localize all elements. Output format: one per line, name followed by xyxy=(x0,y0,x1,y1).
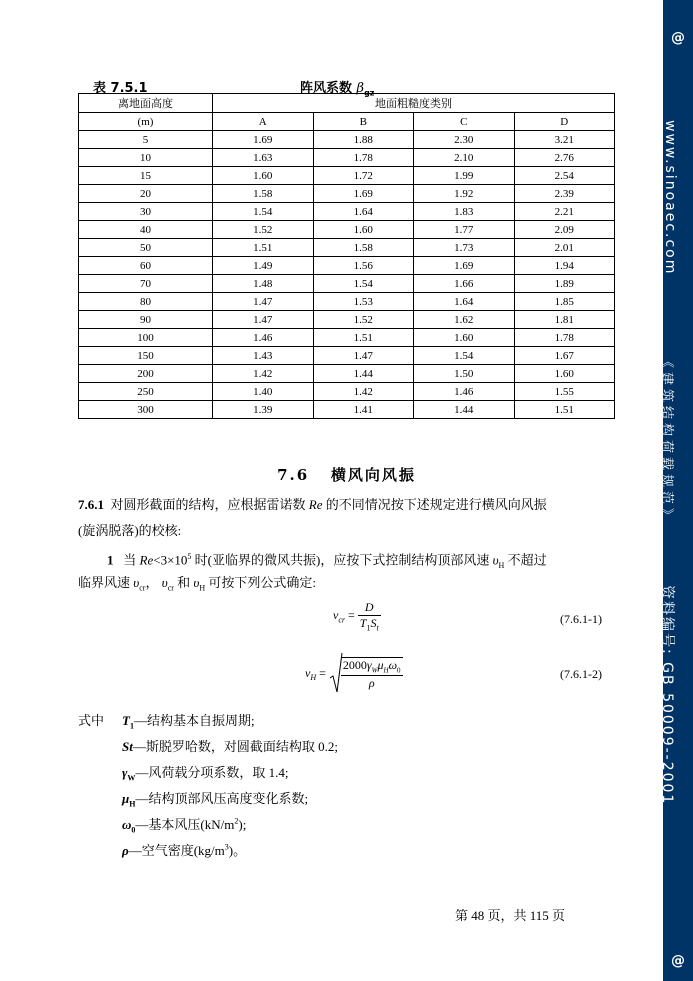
page-footer: 第 48 页，共 115 页 xyxy=(455,908,566,923)
definition-item xyxy=(122,710,255,731)
def-symbol: ρ xyxy=(122,843,129,858)
gust-factor-cell: 1.51 xyxy=(313,329,414,347)
section-heading: 横风向风振 xyxy=(330,466,416,484)
item-text: 当 xyxy=(123,552,140,568)
def-symbol: T xyxy=(122,713,130,728)
clause-number: 7.6.1 xyxy=(78,497,104,512)
item-text: 不超过 xyxy=(504,552,547,568)
equation-number: (7.6.1-1) xyxy=(560,612,602,626)
height-cell: 80 xyxy=(79,293,213,311)
gust-factor-cell: 1.72 xyxy=(313,167,414,185)
height-cell: 250 xyxy=(79,383,213,401)
gust-factor-cell: 1.58 xyxy=(213,185,314,203)
gust-factor-cell: 1.47 xyxy=(213,293,314,311)
exponent: 5 xyxy=(187,552,192,561)
gust-factor-cell: 1.60 xyxy=(213,167,314,185)
def-symbol: St xyxy=(122,739,133,754)
re-symbol: Re xyxy=(139,552,154,568)
height-cell: 70 xyxy=(79,275,213,293)
table-row xyxy=(79,275,615,293)
den-s-sub: t xyxy=(376,623,379,633)
vh-sub: H xyxy=(498,560,505,570)
item-text: 临界风速 xyxy=(78,575,134,590)
table-row xyxy=(79,347,615,365)
gust-factor-cell: 1.39 xyxy=(213,401,314,419)
gust-factor-cell: 2.21 xyxy=(514,203,615,221)
column-header: B xyxy=(313,113,414,131)
height-cell: 60 xyxy=(79,257,213,275)
height-cell: 90 xyxy=(79,311,213,329)
table-number: 表 7.5.1 xyxy=(93,81,148,96)
gust-factor-cell: 1.85 xyxy=(514,293,615,311)
gust-factor-cell: 1.60 xyxy=(514,365,615,383)
vh-sub: H xyxy=(199,583,206,593)
gust-factor-cell: 1.78 xyxy=(313,149,414,167)
formula-lhs: v xyxy=(333,607,339,622)
def-text: —结构基本自振周期; xyxy=(133,713,255,728)
gust-factor-cell: 1.58 xyxy=(313,239,414,257)
height-header-label: 离地面高度 xyxy=(118,98,173,110)
item-number: 1 xyxy=(107,552,114,568)
item-text: ， xyxy=(145,575,162,590)
gust-factor-cell: 1.43 xyxy=(213,347,314,365)
gust-factor-cell: 1.69 xyxy=(414,257,515,275)
right-sidebar xyxy=(659,0,693,981)
def-symbol: γ xyxy=(122,765,128,780)
gust-factor-cell: 1.52 xyxy=(213,221,314,239)
def-text: —基本风压(kN/m xyxy=(135,817,235,832)
gust-factor-cell: 1.67 xyxy=(514,347,615,365)
formula-fraction xyxy=(341,657,403,690)
gust-factor-cell: 1.73 xyxy=(414,239,515,257)
num-mu-sub: H xyxy=(383,666,389,675)
height-cell: 100 xyxy=(79,329,213,347)
def-sub: 0 xyxy=(131,825,136,835)
gust-factor-cell: 1.89 xyxy=(514,275,615,293)
gust-factor-cell: 1.54 xyxy=(414,347,515,365)
definition-item xyxy=(122,762,289,783)
gust-factor-cell: 1.51 xyxy=(213,239,314,257)
num-omega: ω xyxy=(388,658,398,673)
table-title-symbol-sub: gz xyxy=(364,88,375,98)
vh-symbol: υ xyxy=(492,552,499,568)
gust-factor-cell: 1.83 xyxy=(414,203,515,221)
num-mu: μ xyxy=(377,658,384,673)
gust-factor-cell: 1.60 xyxy=(313,221,414,239)
num-omega-sub: 0 xyxy=(397,666,401,675)
gust-factor-cell: 1.63 xyxy=(213,149,314,167)
gust-factor-cell: 1.94 xyxy=(514,257,615,275)
re-symbol: Re xyxy=(308,497,323,512)
definition-item xyxy=(122,736,338,755)
formula-denominator xyxy=(358,616,381,632)
sidebar-website: www.sinoaec.com xyxy=(662,120,678,276)
definition-item xyxy=(122,840,246,859)
gust-factor-cell: 1.64 xyxy=(313,203,414,221)
clause-text: 对圆形截面的结构，应根据雷诺数 xyxy=(110,497,309,512)
table-row xyxy=(79,239,615,257)
height-cell: 30 xyxy=(79,203,213,221)
def-text: —斯脱罗哈数，对圆截面结构取 0.2; xyxy=(132,739,338,754)
item-text: 和 xyxy=(173,575,194,590)
gust-factor-cell: 1.69 xyxy=(213,131,314,149)
formula-denominator: ρ xyxy=(368,675,375,690)
formula-lhs: v xyxy=(305,665,311,680)
vcr-sub: cr xyxy=(139,583,146,593)
def-text: —空气密度(kg/m xyxy=(128,843,225,858)
height-header xyxy=(79,94,213,113)
column-header: C xyxy=(414,113,515,131)
height-cell: 5 xyxy=(79,131,213,149)
height-cell: 15 xyxy=(79,167,213,185)
table-row xyxy=(79,329,615,347)
table-title-symbol: β xyxy=(356,81,365,96)
gust-factor-cell: 1.56 xyxy=(313,257,414,275)
gust-factor-cell: 1.46 xyxy=(414,383,515,401)
gust-factor-cell: 1.64 xyxy=(414,293,515,311)
def-tail: )。 xyxy=(228,843,247,858)
gust-factor-cell: 1.55 xyxy=(514,383,615,401)
table-row xyxy=(79,311,615,329)
gust-factor-cell: 1.48 xyxy=(213,275,314,293)
definitions-lead: 式中 xyxy=(78,713,105,728)
table-row xyxy=(79,221,615,239)
height-unit-header: (m) xyxy=(79,113,213,131)
at-mark-bottom: @ xyxy=(671,953,685,969)
roughness-group-header: 地面粗糙度类别 xyxy=(213,94,615,113)
def-text: —结构顶部风压高度变化系数; xyxy=(135,791,309,806)
table-row xyxy=(79,185,615,203)
gust-factor-cell: 1.46 xyxy=(213,329,314,347)
height-cell: 50 xyxy=(79,239,213,257)
gust-factor-cell: 1.51 xyxy=(514,401,615,419)
gust-factor-cell: 2.10 xyxy=(414,149,515,167)
gust-factor-cell: 1.62 xyxy=(414,311,515,329)
gust-factor-cell: 1.44 xyxy=(313,365,414,383)
clause-paragraph-line2: (旋涡脱落)的校核: xyxy=(78,523,182,538)
gust-factor-cell: 1.41 xyxy=(313,401,414,419)
height-cell: 150 xyxy=(79,347,213,365)
height-cell: 200 xyxy=(79,365,213,383)
def-symbol: μ xyxy=(122,791,130,806)
formula-numerator xyxy=(341,658,403,675)
den-t-sub: 1 xyxy=(366,623,371,633)
table-row xyxy=(79,257,615,275)
item-1-line2 xyxy=(78,570,316,602)
column-header: D xyxy=(514,113,615,131)
table-row xyxy=(79,293,615,311)
item-text: <3×10 xyxy=(153,552,188,568)
formula-fraction xyxy=(358,600,381,632)
formula-lhs-sub: cr xyxy=(338,615,345,625)
gust-factor-table xyxy=(78,93,615,419)
definition-item xyxy=(122,788,308,809)
gust-factor-cell: 3.21 xyxy=(514,131,615,149)
at-mark-top: @ xyxy=(671,30,685,46)
clause-paragraph xyxy=(78,492,618,518)
gust-factor-cell: 1.50 xyxy=(414,365,515,383)
section-title xyxy=(0,464,693,485)
table-row xyxy=(79,383,615,401)
def-sup: 3 xyxy=(224,842,229,852)
gust-factor-cell: 1.69 xyxy=(313,185,414,203)
height-cell: 40 xyxy=(79,221,213,239)
gust-factor-cell: 1.92 xyxy=(414,185,515,203)
gust-factor-cell: 2.30 xyxy=(414,131,515,149)
definition-item xyxy=(122,814,246,835)
column-header: A xyxy=(213,113,314,131)
sidebar-doc-code: 资料编号: GB 50009--2001 xyxy=(659,585,675,806)
formula-vcr: $v_{cr}$ = $\frac{D}{T_1S_t}$ xyxy=(333,600,379,633)
table-row xyxy=(79,401,615,419)
def-symbol: ω xyxy=(122,817,132,832)
def-sub: 1 xyxy=(129,721,134,731)
num-coef: 2000 xyxy=(342,658,367,673)
num-gamma-sub: W xyxy=(371,666,378,675)
gust-factor-cell: 1.47 xyxy=(213,311,314,329)
gust-factor-cell: 2.01 xyxy=(514,239,615,257)
item-text: 时(亚临界的微风共振)，应按下式控制结构顶部风速 xyxy=(191,552,493,568)
clause-text: 的不同情况按下述规定进行横风向风振 xyxy=(322,497,547,512)
gust-factor-cell: 2.76 xyxy=(514,149,615,167)
gust-factor-cell: 1.88 xyxy=(313,131,414,149)
height-cell: 20 xyxy=(79,185,213,203)
item-text: 可按下列公式确定: xyxy=(205,575,317,590)
gust-factor-cell: 1.49 xyxy=(213,257,314,275)
gust-factor-cell: 1.81 xyxy=(514,311,615,329)
gust-factor-cell: 1.54 xyxy=(213,203,314,221)
equation-number: (7.6.1-2) xyxy=(560,667,602,681)
def-sub: W xyxy=(127,773,136,783)
section-number: 7.6 xyxy=(277,466,310,484)
gust-factor-cell: 1.44 xyxy=(414,401,515,419)
gust-factor-cell: 1.77 xyxy=(414,221,515,239)
sidebar-book-title: 《建筑结构荷载规范》 xyxy=(659,355,674,526)
vcr-sub: cr xyxy=(167,583,174,593)
gust-factor-cell: 1.99 xyxy=(414,167,515,185)
den-t: T xyxy=(359,616,367,630)
table-row xyxy=(79,149,615,167)
table-row xyxy=(79,167,615,185)
table-row xyxy=(79,131,615,149)
gust-factor-cell: 1.54 xyxy=(313,275,414,293)
vcr-symbol: υ xyxy=(133,575,140,590)
formula-numerator: D xyxy=(358,600,381,616)
table-title-text: 阵风系数 xyxy=(300,81,353,96)
height-cell: 10 xyxy=(79,149,213,167)
gust-factor-cell: 2.09 xyxy=(514,221,615,239)
table-body xyxy=(79,131,615,419)
vh-symbol: υ xyxy=(193,575,200,590)
def-text: —风荷载分项系数，取 1.4; xyxy=(135,765,289,780)
table-row xyxy=(79,203,615,221)
height-cell: 300 xyxy=(79,401,213,419)
def-sub: H xyxy=(129,799,136,809)
gust-factor-cell: 2.39 xyxy=(514,185,615,203)
gust-factor-cell: 1.42 xyxy=(213,365,314,383)
gust-factor-cell: 2.54 xyxy=(514,167,615,185)
gust-factor-cell: 1.66 xyxy=(414,275,515,293)
den-s: S xyxy=(370,616,377,630)
gust-factor-cell: 1.53 xyxy=(313,293,414,311)
vcr-symbol: υ xyxy=(161,575,168,590)
gust-factor-cell: 1.52 xyxy=(313,311,414,329)
def-sup: 2 xyxy=(234,816,239,826)
num-gamma: γ xyxy=(366,658,372,673)
formula-lhs-sub: H xyxy=(310,673,317,683)
gust-factor-cell: 1.78 xyxy=(514,329,615,347)
gust-factor-cell: 1.60 xyxy=(414,329,515,347)
formula-vh: $v_H$ = $\frac{2000\gamma_W\mu_H\omega_0}{\rho}$ xyxy=(305,652,403,696)
gust-factor-cell: 1.40 xyxy=(213,383,314,401)
table-row xyxy=(79,365,615,383)
gust-factor-cell: 1.47 xyxy=(313,347,414,365)
gust-factor-cell: 1.42 xyxy=(313,383,414,401)
def-tail: ); xyxy=(238,817,247,832)
